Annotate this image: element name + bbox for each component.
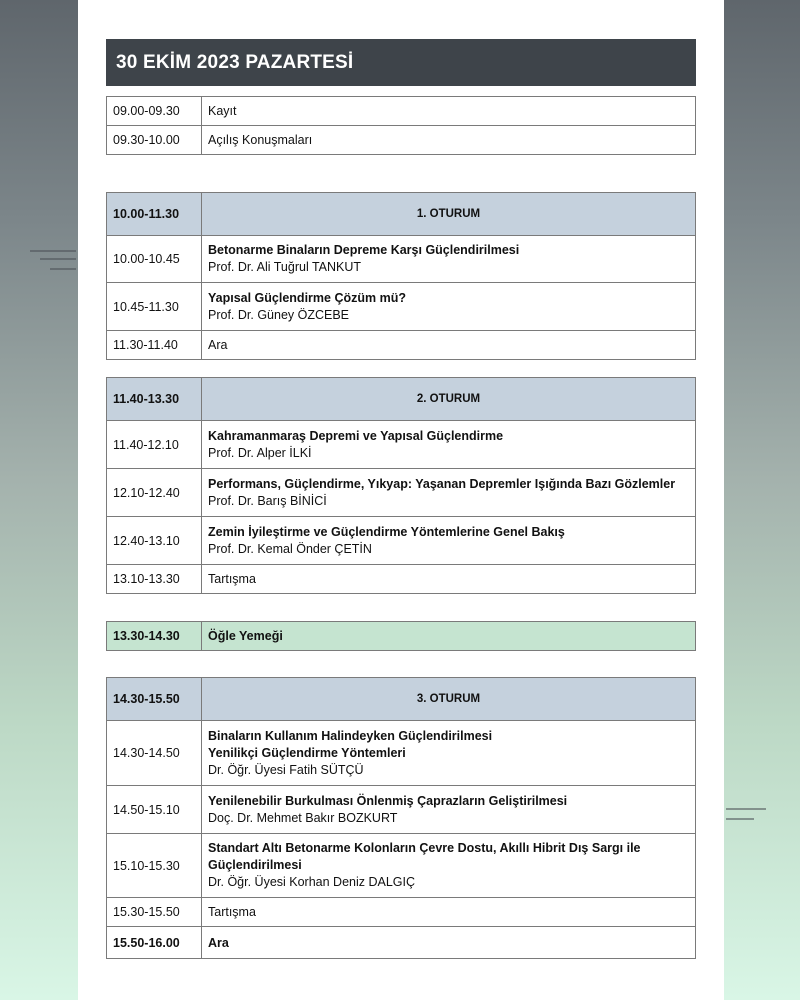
event-cell: Açılış Konuşmaları [202,126,696,155]
talk-title: Binaların Kullanım Halindeyken Güçlendirilmesi [208,728,493,743]
table-row [107,126,696,155]
talk-title-line-2: Güçlendirilmesi [208,858,302,872]
talk-speaker: Prof. Dr. Barış BİNİCİ [208,493,327,508]
session-3-table [106,677,696,959]
time-cell: 10.45-11.30 [107,283,202,331]
talk-title: Zemin İyileştirme ve Güçlendirme Yöntemlerine Genel Bakış [208,524,565,539]
time-cell: 11.40-12.10 [107,421,202,469]
session-1-table [106,192,696,360]
session-time: 10.00-11.30 [107,193,202,236]
talk-speaker: Dr. Öğr. Üyesi Korhan Deniz DALGIÇ [208,875,416,889]
page-title [106,39,696,86]
talk-cell [202,834,696,898]
time-cell: 13.30-14.30 [107,622,202,651]
session-time: 11.40-13.30 [107,378,202,421]
table-row [107,236,696,283]
talk-cell [202,283,696,331]
talk-title: Yenilenebilir Burkulması Önlenmiş Çaprazların Geliştirilmesi [208,793,568,808]
background-streak [50,268,76,270]
background-streak [726,808,766,810]
table-row [107,834,696,898]
time-cell: 14.50-15.10 [107,786,202,834]
session-2-table [106,377,696,594]
page-title-text: 30 EKİM 2023 PAZARTESİ [116,51,354,73]
table-row [107,421,696,469]
time-cell: 11.30-11.40 [107,331,202,360]
talk-title: Betonarme Binaların Depreme Karşı Güçlendirilmesi [208,243,520,257]
table-row [107,927,696,959]
background-streak [40,258,76,260]
lunch-table [106,621,696,651]
talk-title: Performans, Güçlendirme, Yıkyap: Yaşanan Depremler Işığında Bazı Gözlemler [208,476,676,491]
lunch-row [107,622,696,651]
table-row [107,517,696,565]
table-row [107,469,696,517]
table-row [107,97,696,126]
talk-speaker: Prof. Dr. Kemal Önder ÇETİN [208,541,372,556]
session-header-row [107,378,696,421]
talk-speaker: Doç. Dr. Mehmet Bakır BOZKURT [208,810,398,825]
table-row [107,565,696,594]
time-cell: 15.10-15.30 [107,834,202,898]
talk-cell [202,517,696,565]
session-label: 3. OTURUM [202,678,696,721]
opening-table [106,96,696,155]
session-header-row [107,678,696,721]
background-streak [30,250,76,252]
talk-speaker: Prof. Dr. Güney ÖZCEBE [208,307,350,322]
event-cell: Tartışma [202,898,696,927]
talk-cell [202,721,696,786]
talk-title: Kahramanmaraş Depremi ve Yapısal Güçlendirme [208,428,504,443]
table-row [107,721,696,786]
talk-speaker: Prof. Dr. Ali Tuğrul TANKUT [208,260,362,274]
table-row [107,786,696,834]
talk-speaker: Prof. Dr. Alper İLKİ [208,445,312,460]
session-label: 2. OTURUM [202,378,696,421]
talk-speaker: Dr. Öğr. Üyesi Fatih SÜTÇÜ [208,762,364,777]
time-cell: 09.30-10.00 [107,126,202,155]
talk-cell [202,421,696,469]
talk-cell [202,236,696,283]
time-cell: 12.10-12.40 [107,469,202,517]
talk-cell [202,469,696,517]
session-time: 14.30-15.50 [107,678,202,721]
time-cell: 10.00-10.45 [107,236,202,283]
background-streak [726,818,754,820]
talk-title: Standart Altı Betonarme Kolonların Çevre Dostu, Akıllı Hibrit Dış Sargı ile [208,841,641,855]
talk-cell [202,786,696,834]
time-cell: 15.30-15.50 [107,898,202,927]
talk-title-line-2: Yenilikçi Güçlendirme Yöntemleri [208,745,406,760]
time-cell: 15.50-16.00 [107,927,202,959]
session-label: 1. OTURUM [202,193,696,236]
event-cell: Ara [202,331,696,360]
time-cell: 09.00-09.30 [107,97,202,126]
talk-title: Yapısal Güçlendirme Çözüm mü? [208,290,406,305]
time-cell: 12.40-13.10 [107,517,202,565]
event-cell: Tartışma [202,565,696,594]
time-cell: 13.10-13.30 [107,565,202,594]
table-row [107,331,696,360]
event-cell: Ara [202,927,696,959]
session-header-row [107,193,696,236]
event-cell: Öğle Yemeği [202,622,696,651]
table-row [107,898,696,927]
event-cell: Kayıt [202,97,696,126]
time-cell: 14.30-14.50 [107,721,202,786]
table-row [107,283,696,331]
